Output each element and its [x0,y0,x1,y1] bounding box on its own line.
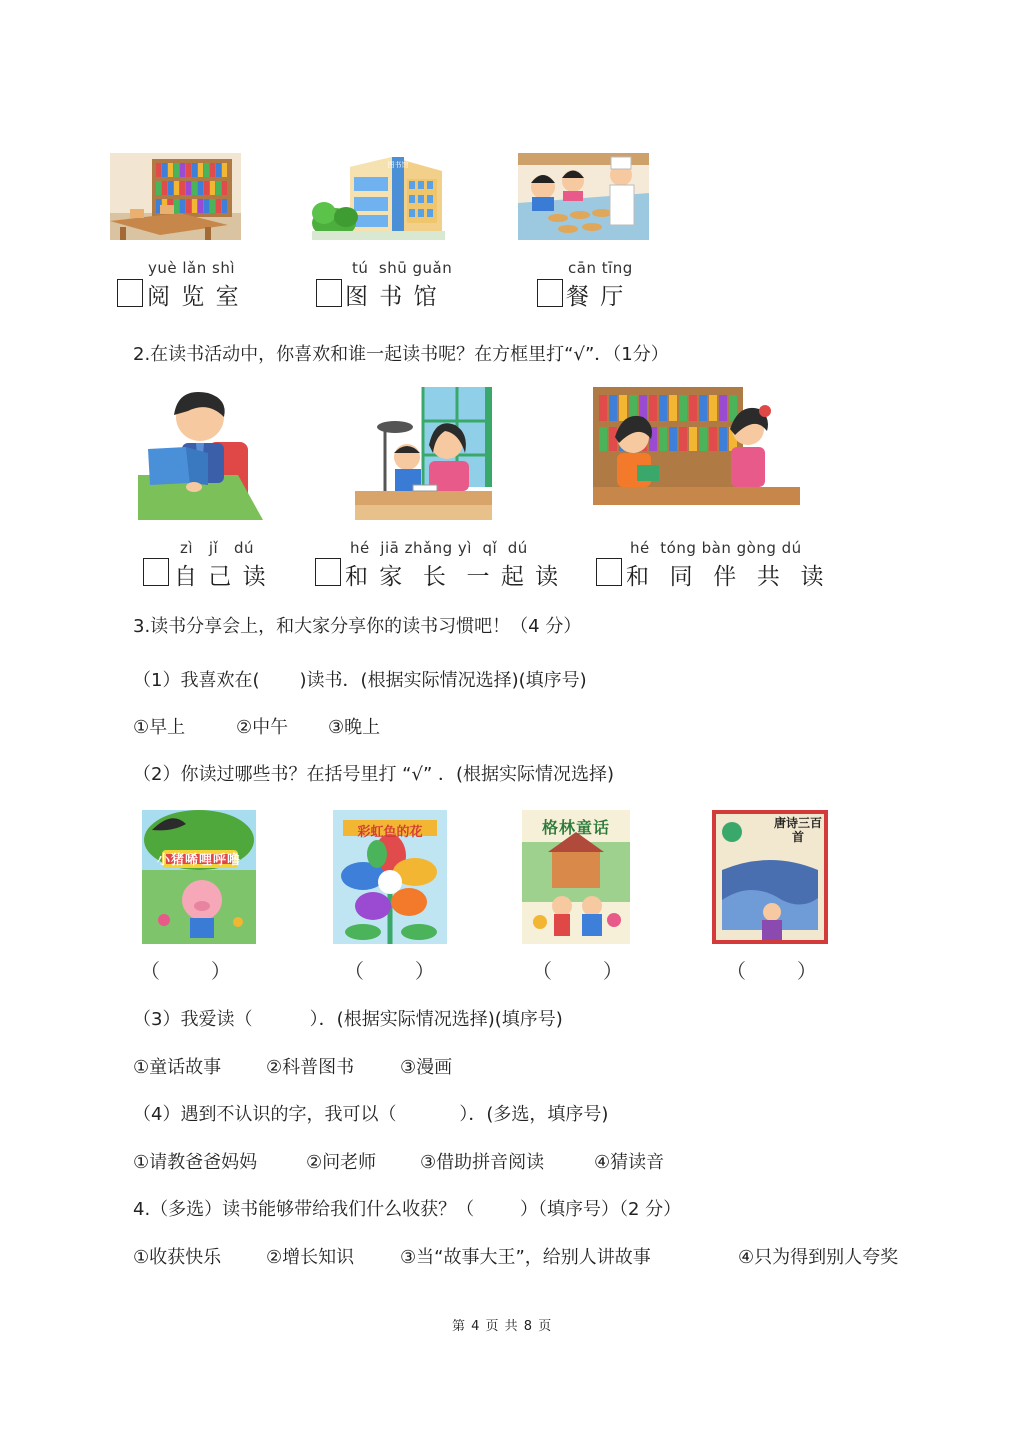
reading-with-parent-illustration [355,387,492,520]
book-tang-poems-paren[interactable]: （ ） [726,959,817,983]
word-library: 图 书 馆 [345,284,439,310]
library-building-illustration [312,153,445,240]
book-title-pig: 小猪唏哩呼噜 [156,853,241,868]
book-grimm-paren[interactable]: （ ） [532,959,623,983]
q3-1-option-1: ①早上 [133,717,186,738]
word-reading-room: 阅 览 室 [147,284,241,310]
q3-3-option-1: ①童话故事 [133,1057,222,1078]
book-title-tang-poems: 唐诗三百首 [773,816,822,844]
word-read-alone: 自 己 读 [174,564,268,590]
q3-1-option-3: ③晚上 [328,717,381,738]
word-read-with-friend: 和 同 伴 共 读 [626,564,826,590]
book-pig-paren[interactable]: （ ） [140,959,231,983]
q3-4-option-2: ②问老师 [306,1152,377,1173]
pinyin-canteen: cān tīng [568,259,633,277]
pinyin-read-with-parent: hé jiā zhǎng yì qǐ dú [350,539,528,557]
reading-with-friend-illustration [593,387,800,520]
pinyin-read-with-friend: hé tóng bàn gòng dú [630,539,802,557]
q3-4-option-3: ③借助拼音阅读 [420,1152,545,1173]
q3-3-option-2: ②科普图书 [266,1057,355,1078]
book-rainbow-flower-paren[interactable]: （ ） [344,959,435,983]
q4-option-3: ③当“故事大王”，给别人讲故事 [400,1247,651,1268]
pinyin-reading-room: yuè lǎn shì [148,259,236,277]
question-4: 4.（多选）读书能够带给我们什么收获？（ ）（填序号）（2 分） [133,1199,682,1220]
checkbox-canteen[interactable] [537,279,563,307]
question-3-3: （3）我爱读（ ）．(根据实际情况选择)(填序号) [133,1009,563,1030]
checkbox-read-with-friend[interactable] [596,558,622,586]
q3-1-option-2: ②中午 [236,717,289,738]
question-3: 3.读书分享会上，和大家分享你的读书习惯吧！（4 分） [133,616,582,637]
book-title-rainbow-flower: 彩虹色的花 [357,825,423,840]
q3-3-option-3: ③漫画 [400,1057,453,1078]
q4-option-4: ④只为得到别人夸奖 [738,1247,899,1268]
pinyin-read-alone: zì jǐ dú [180,539,255,557]
checkbox-reading-room[interactable] [117,279,143,307]
question-3-4: （4）遇到不认识的字，我可以（ ）．(多选，填序号) [133,1104,609,1125]
q3-4-option-1: ①请教爸爸妈妈 [133,1152,258,1173]
book-title-grimm: 格林童话 [541,818,610,837]
q3-4-option-4: ④猜读音 [594,1152,665,1173]
boy-reading-alone-illustration [138,387,263,520]
page-footer: 第 4 页 共 8 页 [452,1319,553,1334]
question-3-1: （1）我喜欢在( )读书．(根据实际情况选择)(填序号) [133,670,587,691]
reading-room-illustration [110,153,241,240]
library-sign-text: 图书馆 [387,161,409,169]
canteen-illustration [518,153,649,240]
word-canteen: 餐 厅 [566,284,626,310]
checkbox-read-alone[interactable] [143,558,169,586]
question-2: 2.在读书活动中，你喜欢和谁一起读书呢？在方框里打“√”．（1分） [133,344,669,365]
q4-option-1: ①收获快乐 [133,1247,222,1268]
q4-option-2: ②增长知识 [266,1247,355,1268]
checkbox-library[interactable] [316,279,342,307]
book-cover-pig [142,810,256,944]
pinyin-library: tú shū guǎn [352,259,453,277]
question-3-2: （2）你读过哪些书？在括号里打 “√” ．(根据实际情况选择) [133,764,615,785]
word-read-with-parent: 和 家 长 一 起 读 [345,564,561,590]
checkbox-read-with-parent[interactable] [315,558,341,586]
